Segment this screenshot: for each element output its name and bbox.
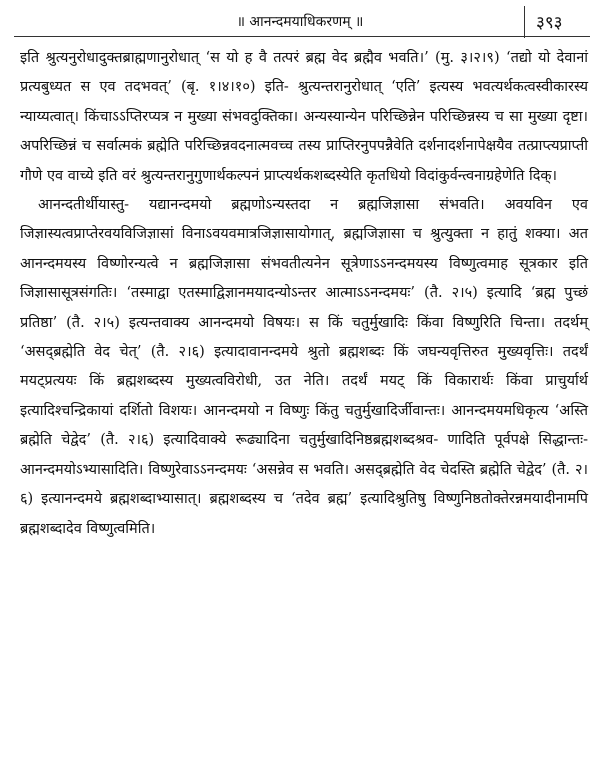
paragraph-2: आनन्दतीर्थीयास्तु- यद्यानन्दमयो ब्रह्मणोऽन्यस्तदा न ब्रह्मजिज्ञासा संभवति। अवयविन एव जिज्ञास्यत्वप्राप्तेरवयविजिज्ञासां विनाऽवयवमात्रजिज्ञासायोगात्, ब्रह्मजिज्ञासा च श्रुत्युक्ता न हातुं शक्या। अत आनन्दमयस्य विष्णोरन्यत्वे न ब्रह्मजिज्ञासा संभवतीत्यनेन सूत्रेणाऽऽनन्दमयस्य विष्णुत्वमाह सूत्रकार इति जिज्ञासासूत्रसंगतिः। ‘तस्माद्वा एतस्माद्विज्ञानमयादन्योऽन्तर आत्माऽऽनन्दमयः’ (तै. २।५) इत्यादि ‘ब्रह्म पुच्छं प्रतिष्ठा’ (तै. २।५) इत्यन्तवाक्य आनन्दमयो विषयः। स किं चतुर्मुखादिः किंवा विष्णुरिति चिन्ता। तदर्थम् ‘असद्ब्रह्मेति वेद चेत्’ (तै. २।६) इत्यादावानन्दमये श्रुतो ब्रह्मशब्दः किं जघन्यवृत्तिरुत मुख्यवृत्तिः। तदर्थं मयट्प्रत्ययः किं ब्रह्मशब्दस्य मुख्यत्वविरोधी, उत नेति। तदर्थं मयट् किं विकारार्थः किंवा प्राचुर्यार्थ इत्यादिश्चन्द्रिकायां दर्शितो विशयः। आनन्दमयो न विष्णुः किंतु चतुर्मुखादिर्जीवान्तः। आनन्दमयमधिकृत्य ‘अस्ति ब्रह्मेति चेद्वेद’ (तै. २।६) इत्यादिवाक्ये रूढ्यादिना चतुर्मुखादिनिष्ठब्रह्मशब्दश्रव- णादिति पूर्वपक्षे सिद्धान्तः- आनन्दमयोऽभ्यासादिति। विष्णुरेवाऽऽनन्दमयः ‘असन्नेव स भवति। असद्ब्रह्मेति वेद चेदस्ति ब्रह्मेति चेद्वेद’ (तै. २।६) इत्यानन्दमये ब्रह्मशब्दाभ्यासात्। ब्रह्मशब्दस्य च ‘तदेव ब्रह्म’ इत्यादिश्रुतिषु विष्णुनिष्ठतोक्तेरन्नमयादीनामपि ब्रह्मशब्दादेव विष्णुत्वमिति। [20, 197, 588, 537]
body-text [20, 44, 588, 544]
header-horizontal-rule [14, 36, 590, 37]
page-header [0, 6, 600, 36]
header-vertical-rule [524, 6, 525, 38]
running-title: ॥ आनन्दमयाधिकरणम् ॥ [236, 14, 364, 30]
paragraph-1: इति श्रुत्यनुरोधादुक्तब्राह्मणानुरोधात् ‘स यो ह वै तत्परं ब्रह्म वेद ब्रह्मैव भवति।’ (मु. ३।२।९) ‘तद्यो यो देवानां प्रत्यबुध्यत स एव तदभवत्’ (बृ. १।४।१०) इति- श्रुत्यन्तरानुरोधात् ‘एति’ इत्यस्य भवत्यर्थकत्वस्वीकारस्य न्याय्यत्वात्। किंचाऽऽप्तिरप्यत्र न मुख्या संभवदुक्तिका। अन्यस्यान्येन परिच्छिन्नेन परिच्छिन्नस्य च सा मुख्या दृष्टा। अपरिच्छिन्नं च सर्वात्मकं ब्रह्मेति परिच्छिन्नवदनात्मवच्च तस्य प्राप्तिरनुपपन्नैवेति दर्शनादर्शनापेक्षयैव तत्प्राप्त्यप्राप्ती गौणे एव वाच्ये इति वरं श्रुत्यन्तरानुगुणार्थकल्पनं प्राप्त्यर्थकशब्दस्येति कृतधियो विदांकुर्वन्त्वनाग्रहेणेति दिक्। [20, 50, 588, 184]
page-number: ३९३ [536, 13, 563, 33]
